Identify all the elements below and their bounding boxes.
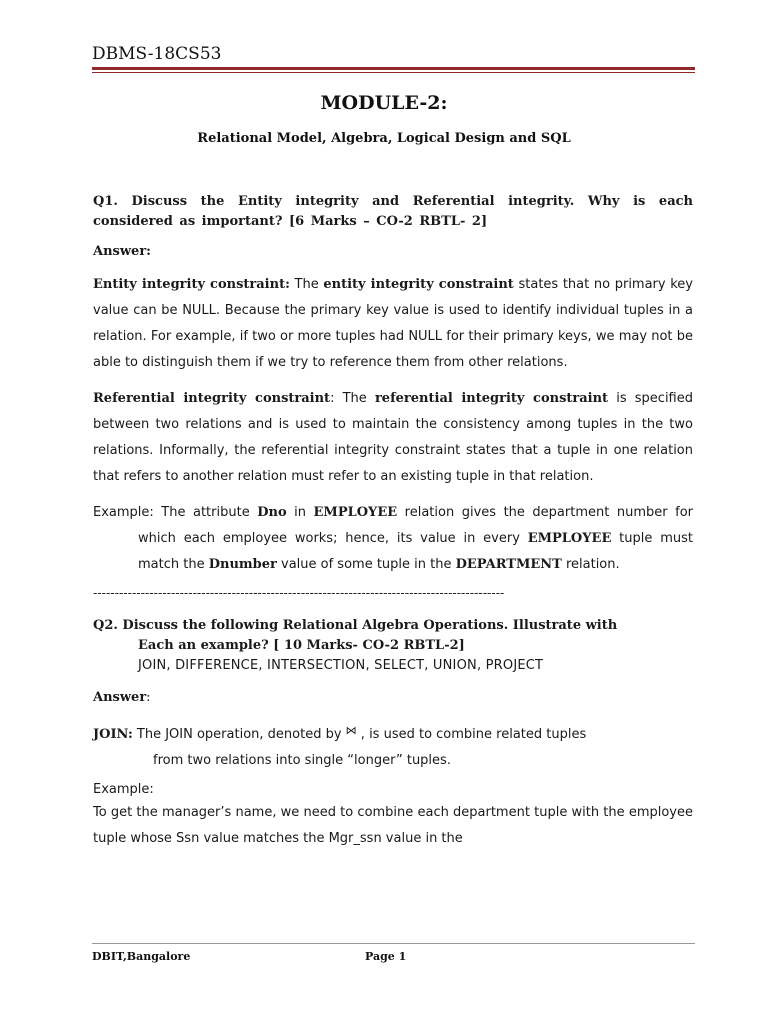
join-text-line-2: from two relations into single “longer” tuples.	[153, 753, 451, 768]
referential-text-pre: : The	[330, 391, 375, 406]
header-rule-thin	[92, 72, 695, 73]
question-2-line-1: Q2. Discuss the following Relational Algebra Operations. Illustrate with	[93, 618, 618, 633]
question-1: Q1. Discuss the Entity integrity and Referential integrity. Why is each considered as important? [6 Marks – CO-2 RBTL- 2]	[93, 194, 693, 229]
join-text-pre: The JOIN operation, denoted by	[132, 727, 346, 742]
example-bold-department: DEPARTMENT	[455, 557, 562, 572]
operations-list: JOIN, DIFFERENCE, INTERSECTION, SELECT, UNION, PROJECT	[138, 658, 544, 673]
join-text-post: , is used to combine related tuples	[356, 727, 587, 742]
join-definition	[93, 718, 693, 774]
answer-label-2	[93, 688, 693, 708]
module-subtitle: Relational Model, Algebra, Logical Design and SQL	[197, 131, 571, 146]
referential-integrity-bold: referential integrity constraint	[374, 391, 609, 406]
entity-integrity-bold: entity integrity constraint	[323, 277, 514, 292]
referential-integrity-term: Referential integrity constraint	[93, 391, 331, 406]
entity-text-pre: The	[289, 277, 324, 292]
example-bold-employee: EMPLOYEE	[313, 505, 398, 520]
footer-page-number: Page 1	[365, 950, 407, 963]
answer-label-1: Answer:	[93, 244, 151, 259]
entity-text-rest: states that no primary key value can be NULL. Because the primary key value is used to identify individual tuples in a relation. For example, if two or more tuples had NULL for their primary keys, we may not be able to distinguish them if we try to reference them from other relations.	[93, 277, 693, 370]
join-example-label: Example:	[93, 782, 154, 797]
example-text-4: tuple must match the	[138, 531, 693, 572]
join-label: JOIN:	[93, 727, 133, 742]
header-rule	[92, 67, 695, 70]
referential-integrity-paragraph	[93, 386, 693, 490]
example-text-6: relation.	[561, 557, 620, 572]
answer-label-2-colon: :	[146, 690, 151, 705]
bowtie-icon: ⋈	[345, 724, 357, 737]
referential-example	[93, 500, 693, 578]
page-header-course-code: DBMS-18CS53	[92, 44, 222, 64]
example-text-3: relation gives the department number for which each employee works; hence, its value in every	[138, 505, 693, 546]
footer-institution: DBIT,Bangalore	[92, 950, 191, 963]
entity-integrity-term: Entity integrity constraint:	[93, 277, 290, 292]
referential-text-rest: is specified between two relations and is used to maintain the consistency among tuples in the two relations. Informally, the referential integrity constraint states that a tuple in one relation that refers to another relation must refer to an existing tuple in that relation.	[93, 391, 693, 484]
example-text-1: Example: The attribute	[93, 505, 258, 520]
question-2-line-2: Each an example? [ 10 Marks- CO-2 RBTL-2]	[138, 638, 465, 653]
example-bold-dnumber: Dnumber	[208, 557, 277, 572]
example-text-5: value of some tuple in the	[276, 557, 456, 572]
join-example-text: To get the manager’s name, we need to combine each department tuple with the employee tuple whose Ssn value matches the Mgr_ssn value in the	[93, 805, 693, 846]
section-divider: -----------------------------------------------------------------------------------------------	[93, 586, 505, 600]
entity-integrity-paragraph	[93, 272, 693, 376]
example-bold-employee-2: EMPLOYEE	[527, 531, 612, 546]
module-title: MODULE-2:	[320, 92, 448, 114]
example-bold-dno: Dno	[257, 505, 287, 520]
footer-rule	[92, 943, 695, 944]
example-text-2: in	[286, 505, 314, 520]
document-body	[93, 192, 693, 852]
answer-label-2-text: Answer	[93, 690, 147, 705]
